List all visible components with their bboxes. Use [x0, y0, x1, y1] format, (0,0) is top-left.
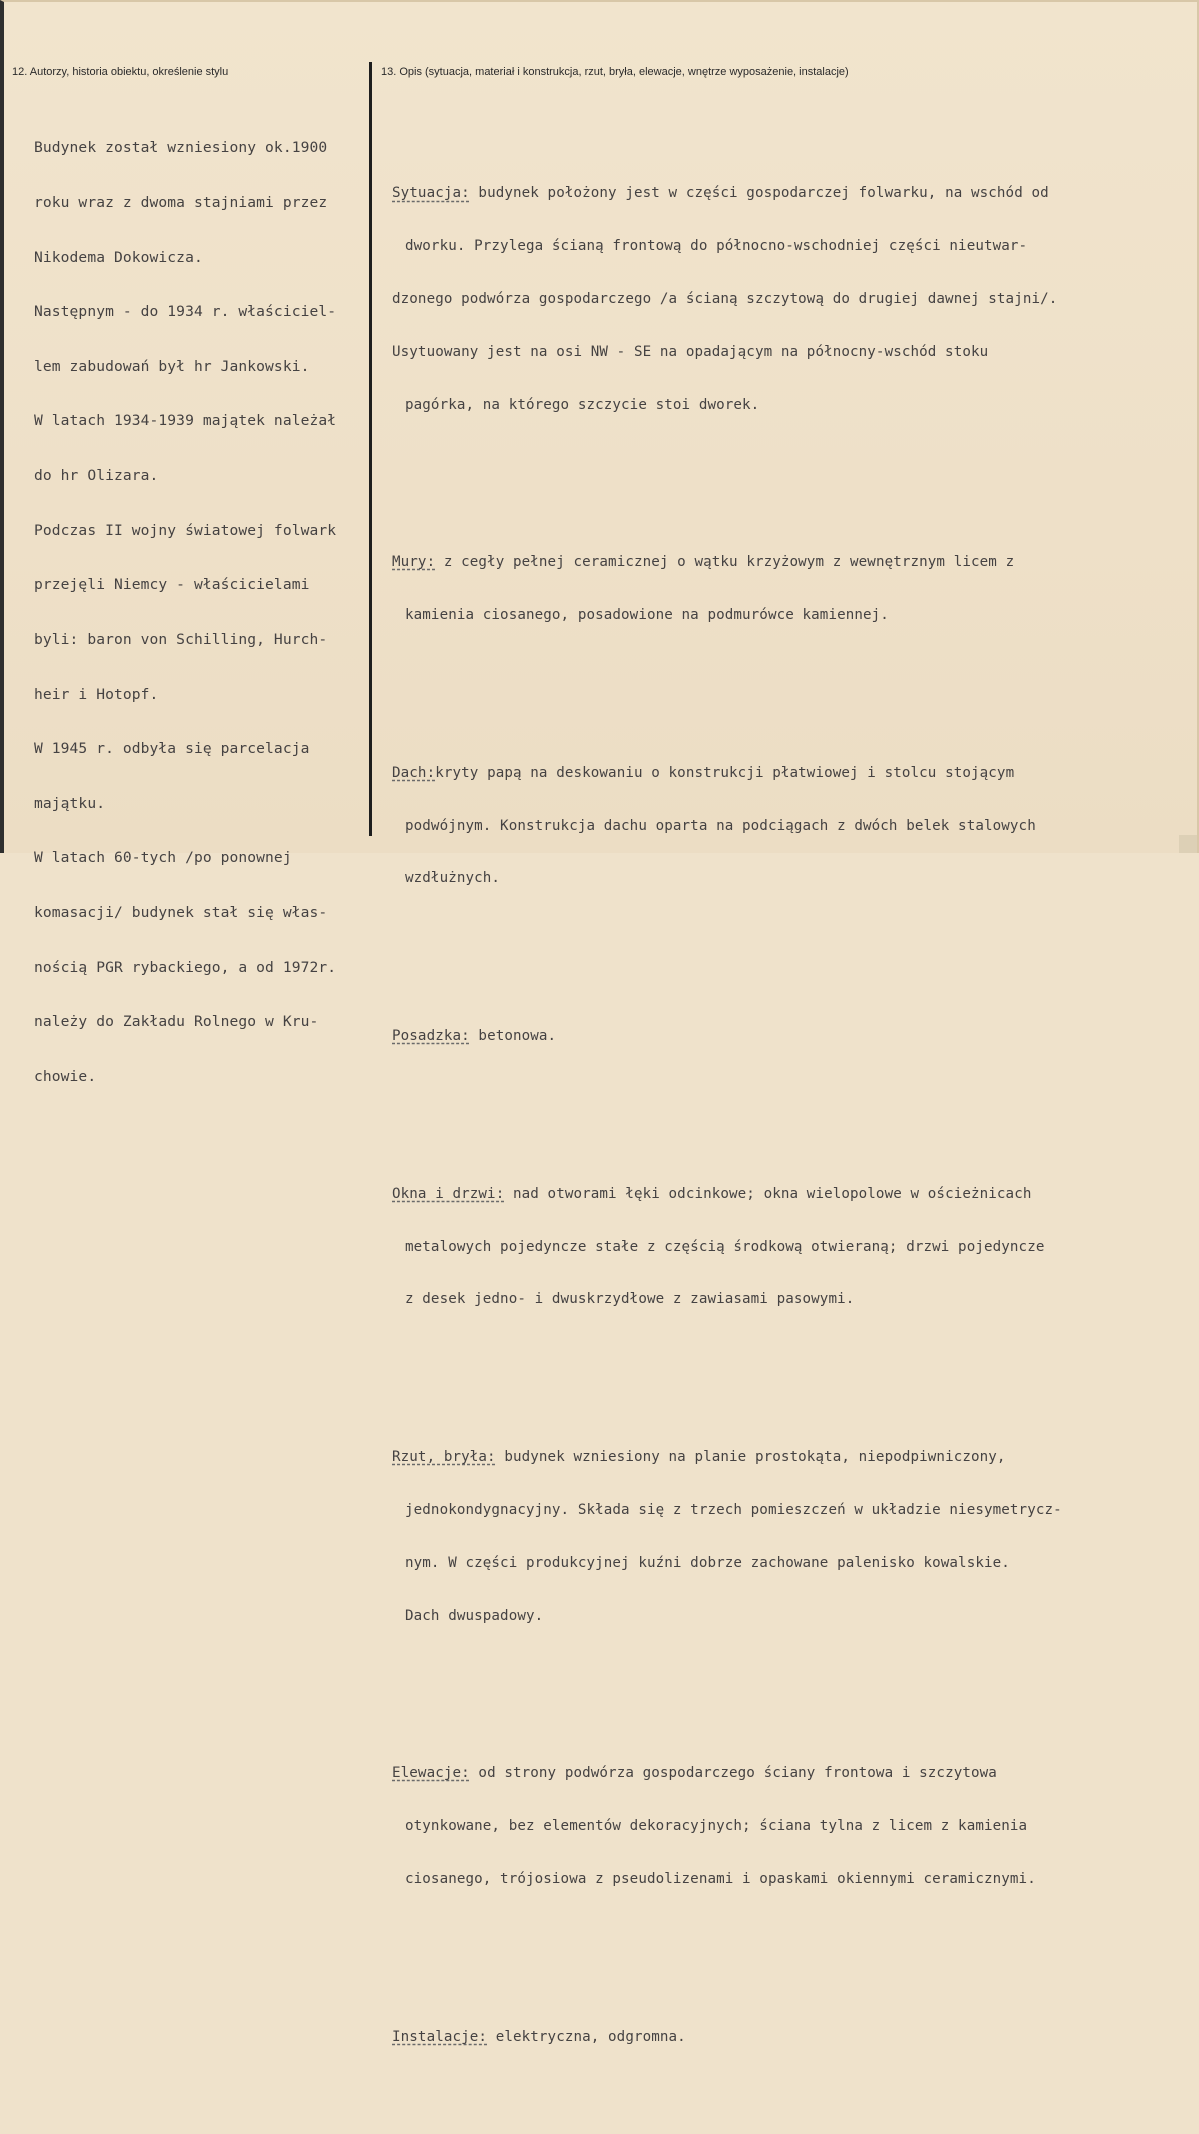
plan-line: Dach dwuspadowy. [405, 1607, 544, 1624]
history-line: przejęli Niemcy - właścicielami [34, 576, 310, 594]
history-line: heir i Hotopf. [34, 685, 159, 703]
history-line: roku wraz z dwoma stajniami przez [34, 194, 328, 212]
openings-line: z desek jedno- i dwuskrzydłowe z zawiasami pasowymi. [405, 1291, 855, 1308]
openings-label: Okna i drzwi: [392, 1185, 505, 1202]
paragraph-floor [392, 993, 1062, 1081]
floor-first-line: betonowa. [469, 1028, 557, 1045]
history-line: W 1945 r. odbyła się parcelacja [34, 740, 310, 758]
installations-first-line: elektryczna, odgromna. [487, 2028, 686, 2045]
walls-first-line: z cegły pełnej ceramicznej o wątku krzyżowym z wewnętrznym licem z [435, 554, 1015, 571]
paragraph-openings [392, 1151, 1062, 1345]
plan-line: nym. W części produkcyjnej kuźni dobrze zachowane palenisko kowalskie. [405, 1554, 1010, 1571]
history-line: lem zabudowań był hr Jankowski. [34, 357, 310, 375]
floor-label: Posadzka: [392, 1028, 470, 1045]
openings-first-line: nad otworami łęki odcinkowe; okna wielopolowe w ościeżnicach [504, 1185, 1032, 1202]
history-line: W latach 60-tych /po ponownej [34, 849, 292, 867]
elevations-line: otynkowane, bez elementów dekoracyjnych; ściana tylna z licem z kamienia [405, 1818, 1028, 1835]
roof-line: podwójnym. Konstrukcja dachu oparta na podciągach z dwóch belek stalowych [405, 817, 1036, 834]
history-line: nością PGR rybackiego, a od 1972r. [34, 958, 337, 976]
elevations-line: ciosanego, trójosiowa z pseudolizenami i opaskami okiennymi ceramicznymi. [405, 1870, 1036, 1887]
history-line: W latach 1934-1939 majątek należał [34, 412, 337, 430]
walls-label: Mury: [392, 554, 436, 571]
situation-line: dworku. Przylega ścianą frontową do północno-wschodniej części nieutwar- [405, 238, 1028, 255]
situation-label: Sytuacja: [392, 185, 470, 202]
roof-label: Dach: [392, 764, 436, 781]
paragraph-installations [392, 1993, 1062, 2081]
paragraph-elevations [392, 1730, 1062, 1924]
paragraph-walls [392, 519, 1062, 660]
history-line: byli: baron von Schilling, Hurch- [34, 630, 328, 648]
history-line: należy do Zakładu Rolnego w Kru- [34, 1013, 319, 1031]
description-text [392, 115, 1062, 2134]
column-divider [369, 62, 372, 836]
paragraph-situation [392, 150, 1062, 449]
walls-line: kamienia ciosanego, posadowione na podmurówce kamiennej. [405, 607, 889, 624]
plan-first-line: budynek wzniesiony na planie prostokąta, niepodpiwniczony, [495, 1449, 1006, 1466]
history-line: do hr Olizara. [34, 467, 159, 485]
paragraph-roof [392, 730, 1062, 924]
plan-line: jednokondygnacyjny. Składa się z trzech pomieszczeń w układzie niesymetrycz- [405, 1501, 1062, 1518]
situation-line: pagórka, na którego szczycie stoi dworek. [405, 396, 760, 413]
section-13-header: 13. Opis (sytuacja, materiał i konstrukcja, rzut, bryła, elewacje, wnętrze wyposażenie, instalacje) [381, 66, 849, 78]
history-line: Podczas II wojny światowej folwark [34, 521, 337, 539]
paragraph-plan [392, 1414, 1062, 1660]
history-line: komasacji/ budynek stał się włas- [34, 903, 328, 921]
plan-label: Rzut, bryła: [392, 1449, 496, 1466]
history-line: Nikodema Dokowicza. [34, 248, 203, 266]
openings-line: metalowych pojedyncze stałe z częścią środkową otwieraną; drzwi pojedyncze [405, 1238, 1045, 1255]
section-12-header: 12. Autorzy, historia obiektu, określenie stylu [12, 66, 229, 78]
page-corner [1179, 835, 1197, 853]
situation-first-line: budynek położony jest w części gospodarczej folwarku, na wschód od [469, 185, 1049, 202]
history-line: majątku. [34, 794, 106, 812]
history-line: Następnym - do 1934 r. właściciel- [34, 303, 337, 321]
situation-line: Usytuowany jest na osi NW - SE na opadającym na północny-wschód stoku [392, 343, 989, 360]
history-text [34, 103, 336, 1122]
roof-first-line: kryty papą na deskowaniu o konstrukcji płatwiowej i stolcu stojącym [435, 764, 1015, 781]
situation-line: dzonego podwórza gospodarczego /a ścianą szczytową do drugiej dawnej stajni/. [392, 290, 1058, 307]
roof-line: wzdłużnych. [405, 870, 501, 887]
installations-label: Instalacje: [392, 2028, 488, 2045]
history-line: Budynek został wzniesiony ok.1900 [34, 139, 328, 157]
elevations-label: Elewacje: [392, 1765, 470, 1782]
elevations-first-line: od strony podwórza gospodarczego ściany frontowa i szczytowa [469, 1765, 997, 1782]
history-line: chowie. [34, 1067, 97, 1085]
